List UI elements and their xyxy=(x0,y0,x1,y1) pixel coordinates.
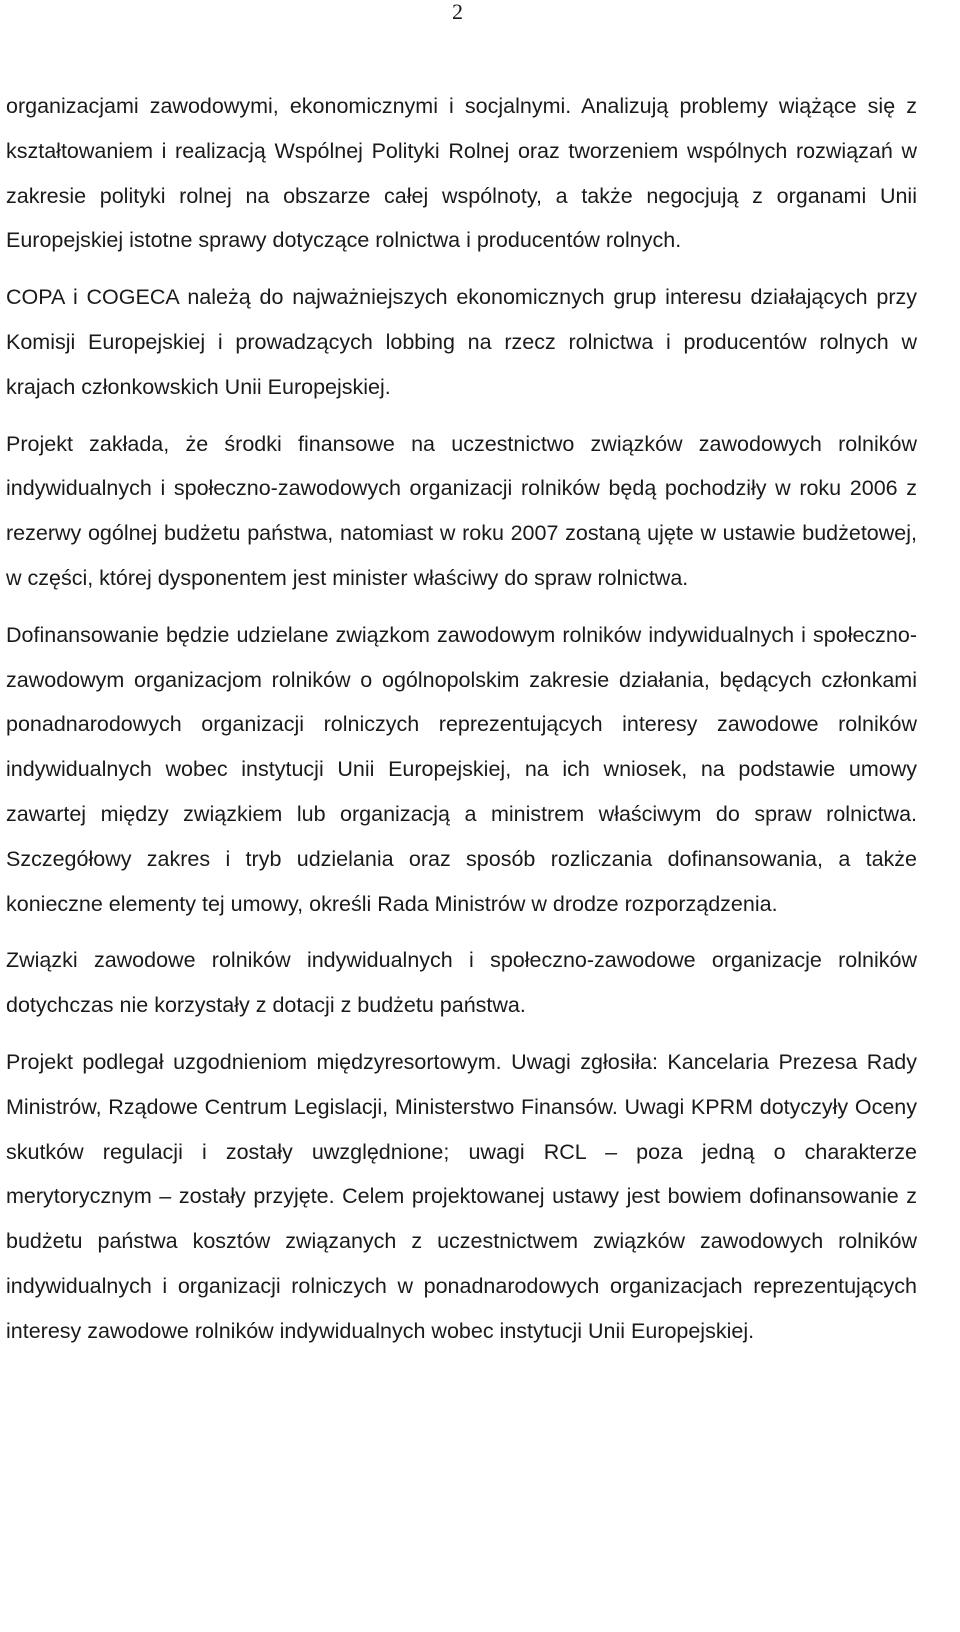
paragraph-6: Projekt podlegał uzgodnieniom międzyresortowym. Uwagi zgłosiła: Kancelaria Prezesa Rady Ministrów, Rządowe Centrum Legislacji, Ministerstwo Finansów. Uwagi KPRM dotyczyły Oceny skutków regulacji i zostały uwzględnione; uwagi RCL – poza jedną o charakterze merytorycznym – zostały przyjęte. Celem projektowanej ustawy jest bowiem dofinansowanie z budżetu państwa kosztów związanych z uczestnictwem związków zawodowych rolników indywidualnych i organizacji rolniczych w ponadnarodowych organizacjach reprezentujących interesy zawodowe rolników indywidualnych wobec instytucji Unii Europejskiej. xyxy=(6,1049,917,1343)
paragraph-5: Związki zawodowe rolników indywidualnych i społeczno-zawodowe organizacje rolników dotychczas nie korzystały z dotacji z budżetu państwa. xyxy=(6,948,917,1018)
paragraph-3: Projekt zakłada, że środki finansowe na uczestnictwo związków zawodowych rolników indywidualnych i społeczno-zawodowych organizacji rolników będą pochodziły w roku 2006 z rezerwy ogólnej budżetu państwa, natomiast w roku 2007 zostaną ujęte w ustawie budżetowej, w części, której dysponentem jest minister właściwy do spraw rolnictwa. xyxy=(6,431,917,590)
paragraph-1: organizacjami zawodowymi, ekonomicznymi i socjalnymi. Analizują problemy wiążące się z kształtowaniem i realizacją Wspólnej Polityki Rolnej oraz tworzeniem wspólnych rozwiązań w zakresie polityki rolnej na obszarze całej wspólnoty, a także negocjują z organami Unii Europejskiej istotne sprawy dotyczące rolnictwa i producentów rolnych. xyxy=(6,94,917,253)
paragraph-4: Dofinansowanie będzie udzielane związkom zawodowym rolników indywidualnych i społeczno-zawodowym organizacjom rolników o ogólnopolskim zakresie działania, będących członkami ponadnarodowych organizacji rolniczych reprezentujących interesy zawodowe rolników indywidualnych wobec instytucji Unii Europejskiej, na ich wniosek, na podstawie umowy zawartej między związkiem lub organizacją a ministrem właściwym do spraw rolnictwa. Szczegółowy zakres i tryb udzielania oraz sposób rozliczania dofinansowania, a także konieczne elementy tej umowy, określi Rada Ministrów w drodze rozporządzenia. xyxy=(6,622,917,916)
document-body xyxy=(6,84,917,1366)
page-number: 2 xyxy=(452,0,463,24)
paragraph-2: COPA i COGECA należą do najważniejszych ekonomicznych grup interesu działających przy Komisji Europejskiej i prowadzących lobbing na rzecz rolnictwa i producentów rolnych w krajach członkowskich Unii Europejskiej. xyxy=(6,285,917,399)
